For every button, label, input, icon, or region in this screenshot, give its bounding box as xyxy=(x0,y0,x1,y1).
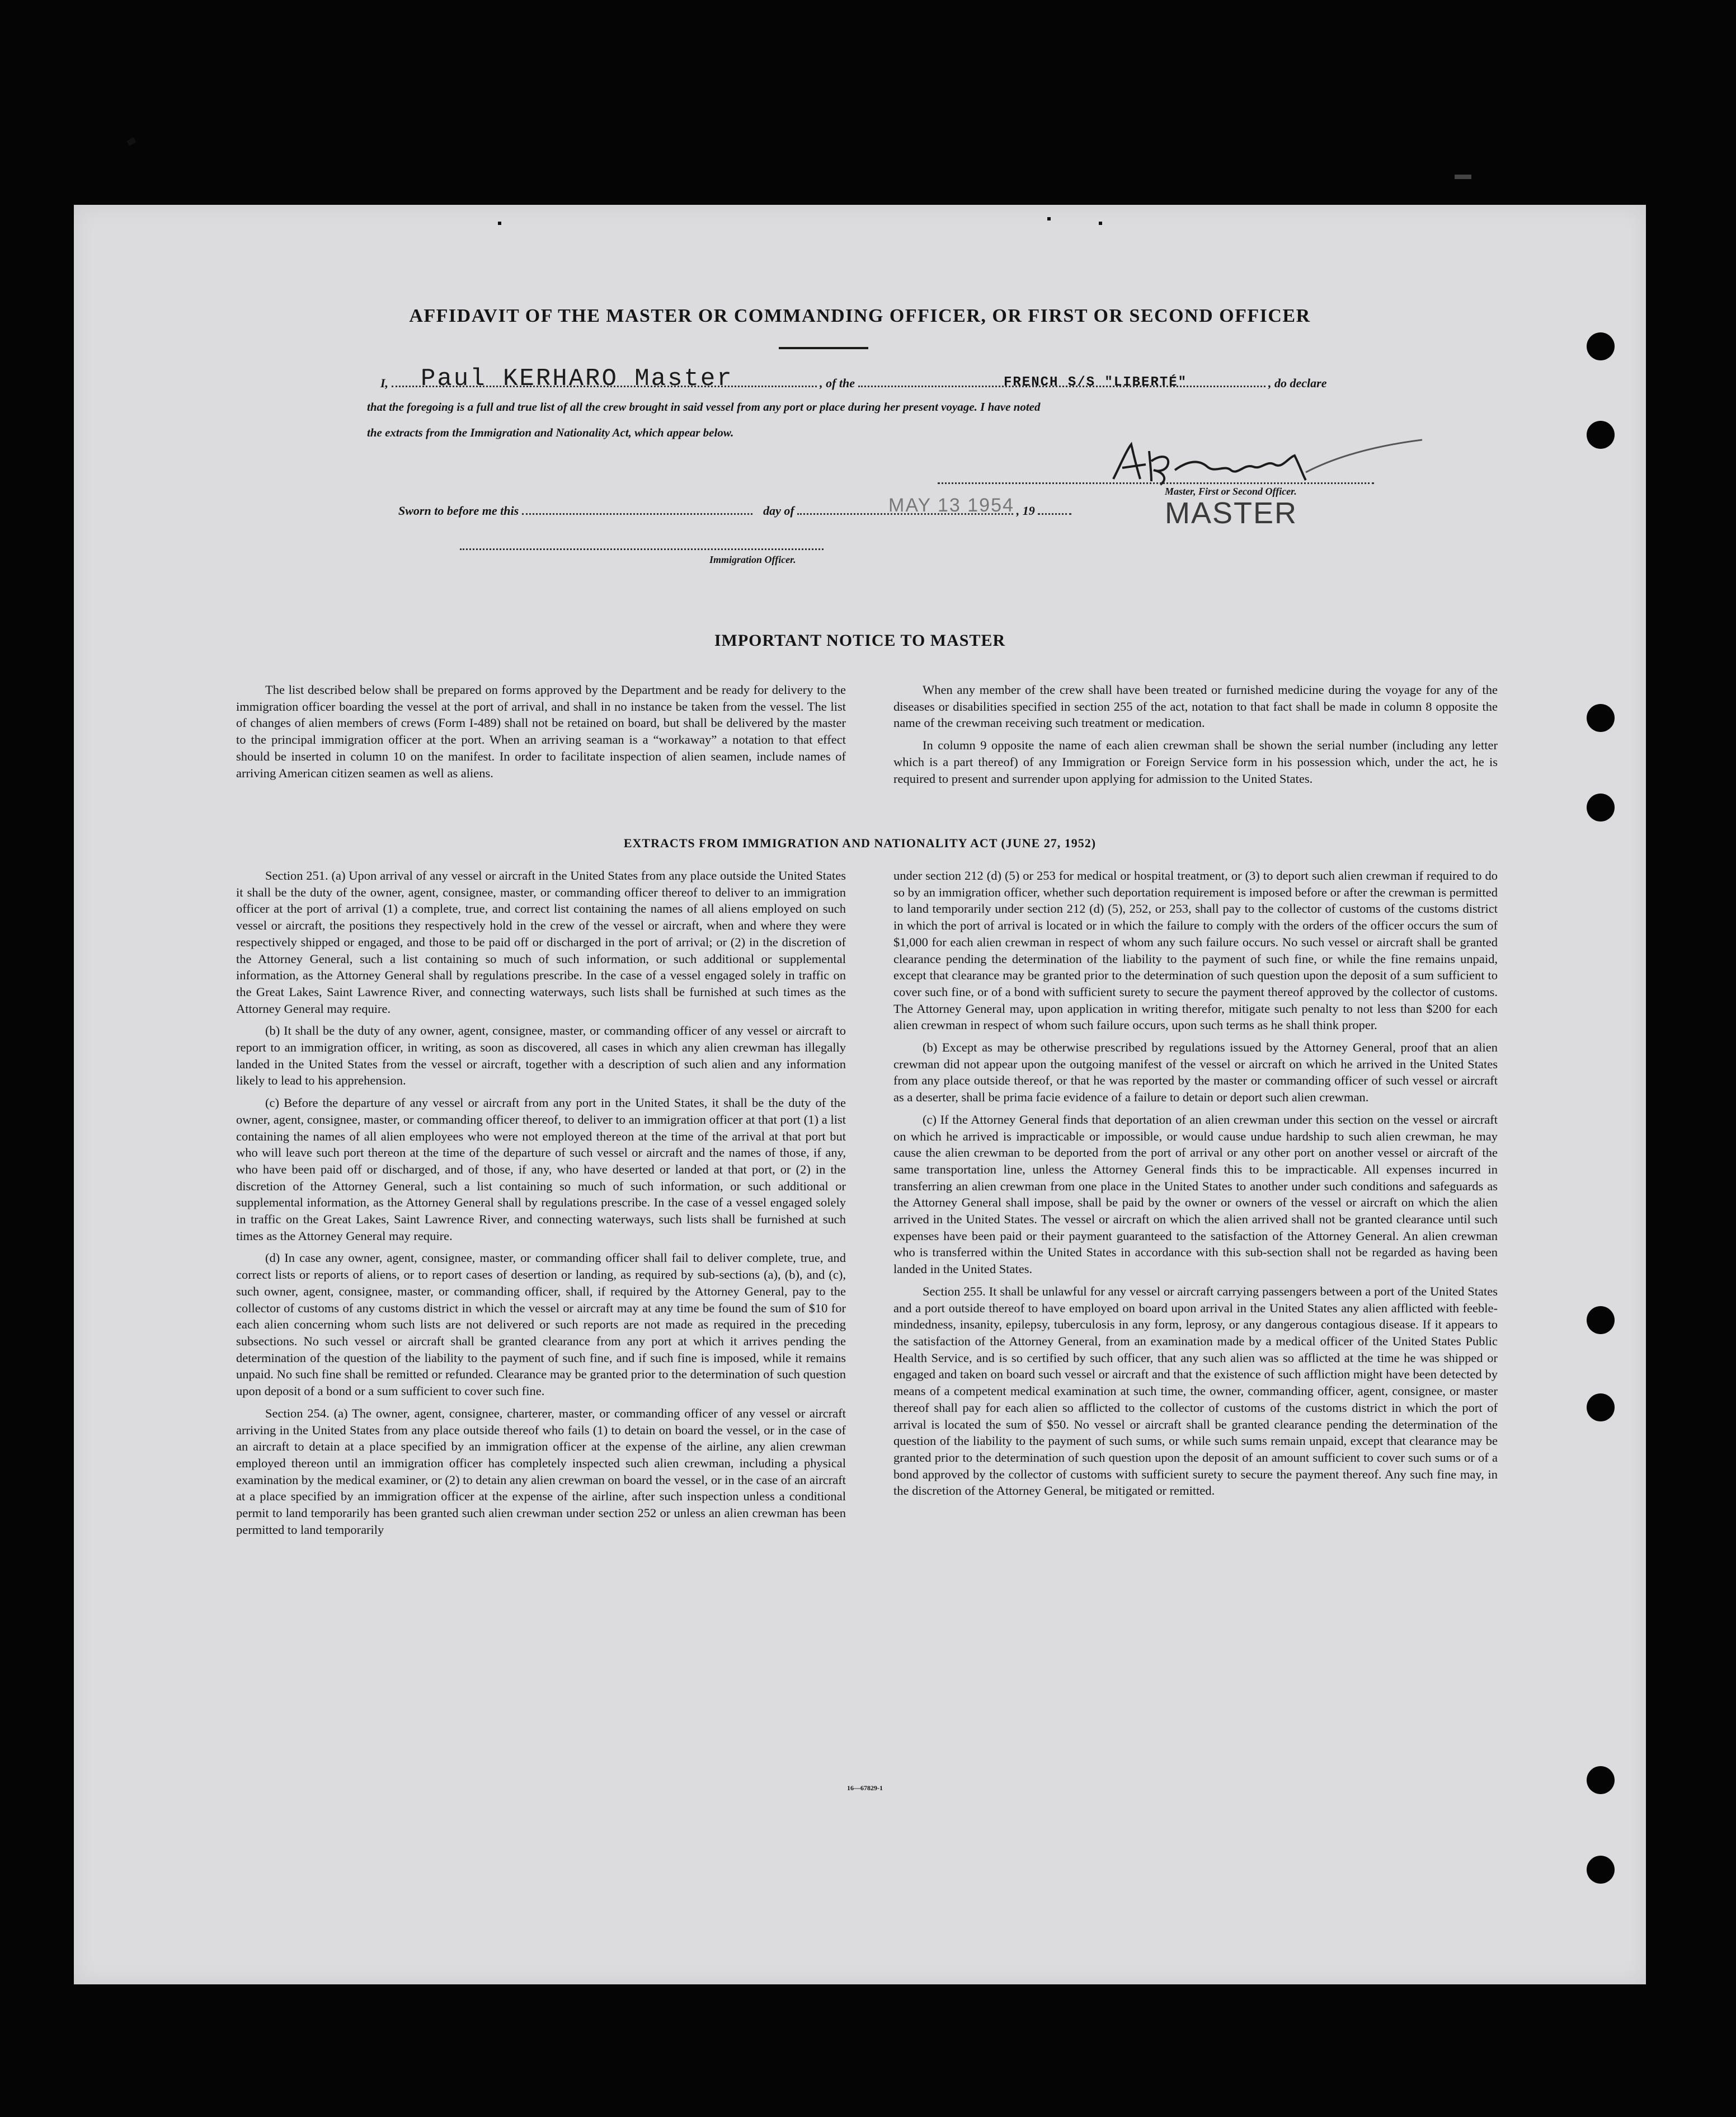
page-mark xyxy=(498,222,501,225)
do-declare-label: , do declare xyxy=(1268,376,1327,390)
section-254-c: (c) If the Attorney General finds that deportation of an alien crewman under this section on the vessel or aircraft on which he arrived is impracticable or impossible, or would cause undue hardship to such alien crewman, he may cause the alien crewman to be deported from the port of arrival or any other port on another vessel or aircraft of the same transportation line, unless the Attorney General finds this to be impracticable. All expenses incurred in transferring an alien crewman from one place in the United States to another under such conditions and safeguards as the Attorney General shall impose, shall be paid by the owner or owners of the vessel or aircraft on which the alien arrived in the United States. The vessel or aircraft on which the alien arrived shall not be granted clearance until such expenses have been paid or their payment guaranteed to the satisfaction of the Attorney General. An alien crewman who is transferred within the United States in accordance with this sub-section shall not be regarded as having been landed in the United States. xyxy=(893,1112,1498,1276)
section-251-a: Section 251. (a) Upon arrival of any vessel or aircraft in the United States from any place outside the United States it shall be the duty of the owner, agent, consignee, master, or commanding officer thereof to deliver to an immigration officer at the port of arrival (1) a complete, true, and correct list containing the names of all aliens employed on such vessel or aircraft, the positions they respectively hold in the crew of the vessel or aircraft, when and where they were respectively shipped or engaged, and those to be paid off or discharged in the port of arrival; or (2) in the discretion of the Attorney General, such a list containing so much of such information, or such additional or supplemental information, as the Attorney General shall by regulations prescribe. In the case of a vessel engaged solely in traffic on the Great Lakes, Saint Lawrence River, and connecting waterways, such lists shall be furnished at such times as the Attorney General may require. xyxy=(236,869,846,1016)
notice-paragraph: In column 9 opposite the name of each alien crewman shall be shown the serial number (including any letter which is a part thereof) of any Immigration or Foreign Service form in his possession which, under the act, he is required to present and surrender upon applying for admission to the United States. xyxy=(893,738,1498,786)
vessel-name: FRENCH S/S "LIBERTÉ" xyxy=(1004,375,1188,390)
master-signature xyxy=(1098,433,1433,489)
notice-paragraph: When any member of the crew shall have been treated or furnished medicine during the voyage for any of the diseases or disabilities specified in section 255 of the act, notation to that fact shall be made in column 8 opposite the name of the crewman receiving such treatment or medication. xyxy=(893,683,1498,730)
master-stamp: MASTER xyxy=(1165,496,1298,530)
affidavit-title: AFFIDAVIT OF THE MASTER OR COMMANDING OFFICER, OR FIRST OR SECOND OFFICER xyxy=(409,306,1311,326)
notice-left-column xyxy=(236,682,846,781)
signature-line xyxy=(938,481,1374,484)
punch-hole xyxy=(1587,421,1615,449)
sworn-label: Sworn to before me this xyxy=(398,504,519,518)
section-254-b: (b) Except as may be otherwise prescribed by regulations issued by the Attorney General, proof that an alien crewman did not appear upon the outgoing manifest of the vessel or aircraft on which he arrived in the United States from any place outside thereof, or that he was reported by the master or commanding officer of such vessel or aircraft as a deserter, shall be prima facie evidence of a failure to detain or deport such alien crewman. xyxy=(893,1040,1498,1105)
section-255: Section 255. It shall be unlawful for any vessel or aircraft carrying passengers between a port of the United States and a port outside thereof to have employed on board upon arrival in the United States any alien afflicted with feeble-mindedness, insanity, epilepsy, tuberculosis in any form, leprosy, or any dangerous contagious disease. If it appears to the satisfaction of the Attorney General, from an examination made by a medical officer of the United States Public Health Service, and is so certified by such officer, that any such alien was so afflicted at the time he was shipped or engaged and taken on board such vessel or aircraft and that the existence of such affliction might have been detected by means of a competent medical examination at such time, the owner, commanding officer, agent, consignee, or master thereof shall pay for each alien so afflicted to the collector of customs of the customs district in which the port of arrival is located the sum of $50. No vessel or aircraft shall be granted clearance pending the determination of the question of the liability to the payment of such sums, or while such sums remain unpaid, except that clearance may be granted prior to the determination of such question upon the deposit of an amount sufficient to cover such sums or of a bond approved by the collector of customs with sufficient surety to secure the payment thereof. Any such fine may, in the discretion of the Attorney General, be mitigated or remitted. xyxy=(893,1284,1498,1498)
punch-hole xyxy=(1587,332,1615,360)
notice-paragraph: The list described below shall be prepared on forms approved by the Department and be ready for delivery to the immigration officer boarding the vessel at the port of arrival, and shall in no instance be taken from the vessel. The list of changes of alien members of crews (Form I-489) shall not be retained on board, but shall be delivered by the master to the principal immigration officer at the port. When an arriving seaman is a “workaway” a notation to that effect should be inserted in column 10 on the manifest. In order to facilitate inspection of alien seamen, include names of arriving American citizen seamen as well as aliens. xyxy=(236,683,846,780)
punch-hole xyxy=(1587,794,1615,822)
officer-signature-line xyxy=(460,547,824,550)
punch-hole xyxy=(1587,1393,1615,1421)
title-underline xyxy=(779,347,868,349)
extracts-left-column xyxy=(236,867,846,1538)
form-number: 16—67829-1 xyxy=(847,1784,883,1792)
day-of-label: day of xyxy=(763,504,794,518)
notice-right-column xyxy=(893,682,1498,787)
sworn-blank xyxy=(522,512,752,515)
year-prefix: , 19 xyxy=(1016,504,1035,518)
officer-caption: Immigration Officer. xyxy=(709,554,796,565)
page-mark xyxy=(1099,222,1102,225)
section-254-a-cont: under section 212 (d) (5) or 253 for medical or hospital treatment, or (3) to deport such alien crewman if required to do so by an immigration officer, whether such deportation requirement is imposed before or after the crewman is permitted to land temporarily under section 212 (d) (5), 252, or 253, shall pay to the collector of customs of the customs district in which the port of arrival is located or in which the failure to comply with the orders of the officer occurs the sum of $1,000 for each alien crewman in respect of whom any such failure occurs. No such vessel or aircraft shall be granted clearance pending the determination of the liability to the payment of such fine, or while the fine remains unpaid, except that clearance may be granted prior to the determination of such question upon the deposit of a sum sufficient to cover such fine, or of a bond with sufficient surety to secure the payment thereof approved by the collector of customs. The Attorney General may, upon application in writing therefor, mitigate such penalty to not less than $200 for each alien crewman in respect of whom such failure occurs, upon such terms as he shall think proper. xyxy=(893,869,1498,1032)
affidavit-page xyxy=(74,205,1646,1984)
section-251-b: (b) It shall be the duty of any owner, agent, consignee, master, or commanding officer of any vessel or aircraft to report to an immigration officer, in writing, as soon as discovered, all cases in which any alien crewman has illegally landed in the United States from the vessel or aircraft, together with a description of such alien and any information likely to lead to his apprehension. xyxy=(236,1024,846,1088)
punch-hole xyxy=(1587,1856,1615,1884)
film-speck xyxy=(126,137,136,146)
film-speck xyxy=(1455,175,1471,179)
declarant-name: Paul KERHARO Master xyxy=(421,365,733,393)
punch-hole xyxy=(1587,1306,1615,1334)
of-the-label: , of the xyxy=(820,376,855,390)
date-stamp: MAY 13 1954 xyxy=(888,495,1014,516)
punch-hole xyxy=(1587,704,1615,732)
signature-caption: Master, First or Second Officer. xyxy=(1165,486,1297,497)
notice-heading: IMPORTANT NOTICE TO MASTER xyxy=(714,631,1006,650)
section-254-a: Section 254. (a) The owner, agent, consignee, charterer, master, or commanding officer of any vessel or aircraft arriving in the United States from any place outside thereof who fails (1) to detain on board the vessel, or in the case of an aircraft to detain at a place specified by an immigration officer at the expense of the airline, any alien crewman employed thereon until an immigration officer has completely inspected such alien crewman, including a physical examination by the medical examiner, or (2) to detain any alien crewman on board the vessel, or in the case of an aircraft at a place specified by an immigration officer at the expense of the airline, after such inspection unless a conditional permit to land temporarily has been granted such alien crewman under section 252 or unless an alien crewman has been permitted to land temporarily xyxy=(236,1406,846,1537)
page-mark xyxy=(1047,217,1051,220)
prefix-i: I, xyxy=(380,376,389,390)
section-251-d: (d) In case any owner, agent, consignee, master, or commanding officer shall fail to deliver complete, true, and correct lists or reports of aliens, or to report cases of desertion or landing, as required by sub-sections (a), (b), and (c), such owner, agent, consignee, master, or commanding officer, shall, if required by the Attorney General, pay to the collector of customs of any customs district in which the vessel or aircraft may at any time be found the sum of $10 for each alien concerning whom such lists are not delivered or such reports are not made as required in the preceding subsections. No such vessel or aircraft shall be granted clearance from any port at which it arrives pending the determination of the question of the liability to the payment of such fine, and if such fine is imposed, while it remains unpaid. No such fine shall be remitted or refunded. Clearance may be granted prior to the determination of such question upon deposit of a bond or a sum sufficient to cover such fine. xyxy=(236,1251,846,1398)
year-blank xyxy=(1038,512,1071,515)
declaration-line-2: the extracts from the Immigration and Nationality Act, which appear below. xyxy=(367,426,734,439)
punch-hole xyxy=(1587,1766,1615,1794)
extracts-right-column xyxy=(893,867,1498,1499)
section-251-c: (c) Before the departure of any vessel or aircraft from any port in the United States, it shall be the duty of the owner, agent, consignee, master, or commanding officer thereof, to deliver to an immigration officer at that port (1) a list containing the names of all alien employees who were not employed thereon at the time of the arrival at that port but who will leave such port thereon at the time of the departure of such vessel or aircraft and the names of those, if any, who have been paid off or discharged, and of those, if any, who have deserted or landed at that port, or (2) in the discretion of the Attorney General, such a list containing so much of such information, or such additional or supplemental information, as the Attorney General shall by regulations prescribe. In the case of a vessel engaged solely in traffic on the Great Lakes, Saint Lawrence River, and connecting waterways, such lists shall be furnished at such times as the Attorney General may require. xyxy=(236,1096,846,1243)
declaration-line-1: that the foregoing is a full and true list of all the crew brought in said vessel from any port or place during her present voyage. I have noted xyxy=(367,400,1041,414)
extracts-heading: EXTRACTS FROM IMMIGRATION AND NATIONALITY ACT (JUNE 27, 1952) xyxy=(623,836,1097,850)
